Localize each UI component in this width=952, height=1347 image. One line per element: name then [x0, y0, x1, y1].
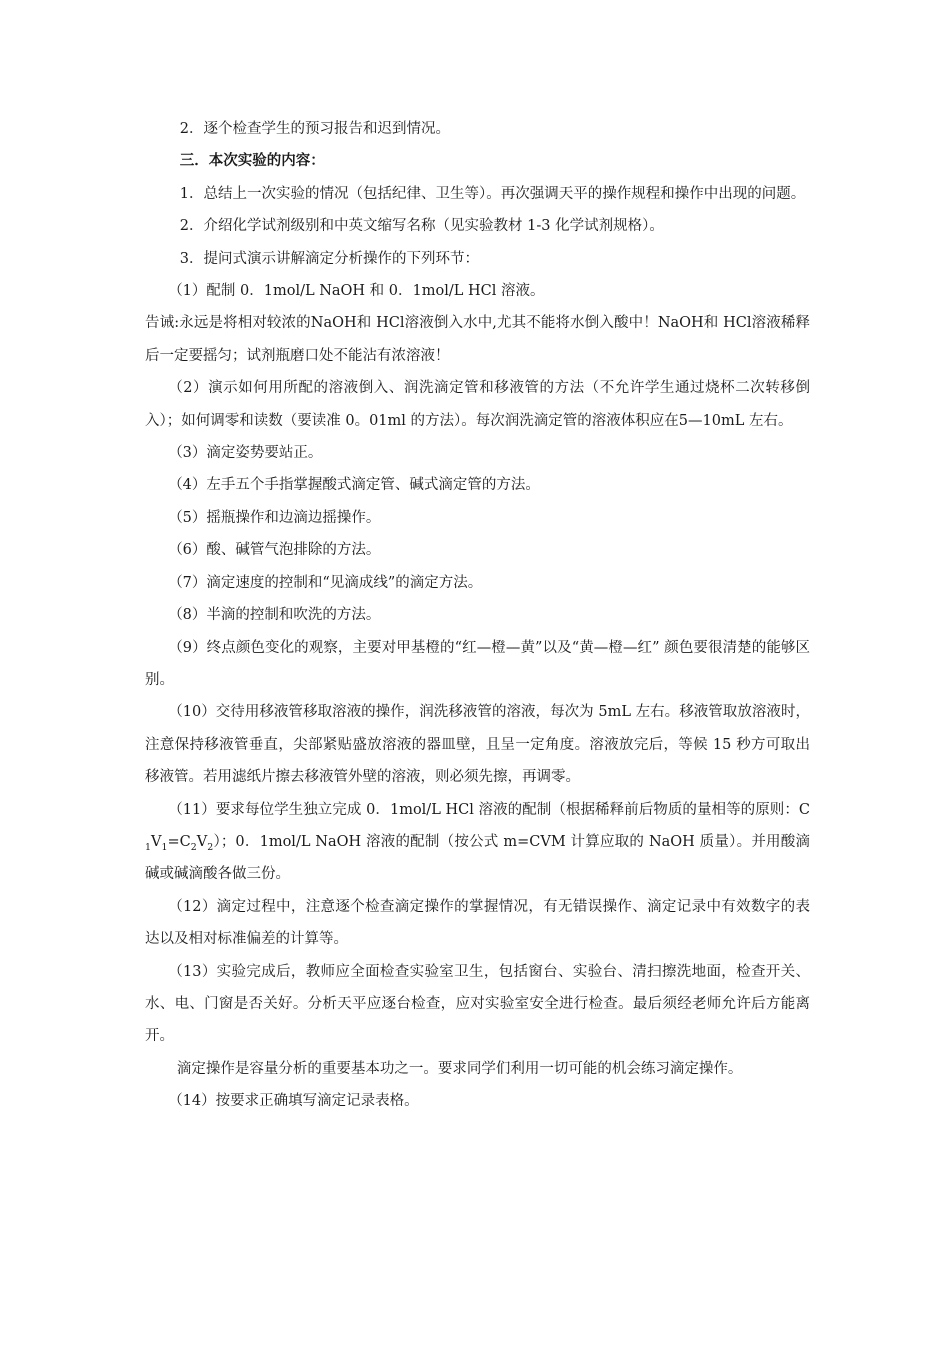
paragraph-practice: 滴定操作是容量分析的重要基本功之一。要求同学们利用一切可能的机会练习滴定操作。	[176, 1060, 743, 1077]
paragraph-reagent-grades: 2．介绍化学试剂级别和中英文缩写名称（见实验教材 1-3 化学试剂规格）。	[179, 218, 664, 235]
item-11-text-b: V	[151, 833, 162, 850]
item-5-swirl: （5）摇瓶操作和边滴边摇操作。	[168, 509, 381, 526]
item-8-half-drop: （8）半滴的控制和吹洗的方法。	[168, 607, 381, 624]
paragraph-titration-demo: 3．提问式演示讲解滴定分析操作的下列环节：	[179, 250, 480, 267]
item-12-inspection: （12）滴定过程中，注意逐个检查滴定操作的掌握情况，有无错误操作、滴定记录中有效数字的表达以及相对标准偏差的计算等。	[145, 898, 810, 948]
item-11-text-e: ）；0．1mol/L NaOH 溶液的配制（按公式 m=CVM 计算应取的 NaOH 质量）。并用酸滴碱或碱滴酸各做三份。	[145, 833, 810, 883]
item-6-bubbles: （6）酸、碱管气泡排除的方法。	[168, 542, 381, 559]
item-14-record: （14）按要求正确填写滴定记录表格。	[168, 1093, 419, 1110]
item-11-sub-4: 2	[207, 841, 214, 853]
item-11-independent-prep	[145, 794, 810, 891]
item-11-text-d: V	[196, 833, 208, 850]
item-10-pipette: （10）交待用移液管移取溶液的操作，润洗移液管的溶液，每次为 5mL 左右。移液管取放溶液时，注意保持移液管垂直，尖部紧贴盛放溶液的器皿壁，且呈一定角度。溶液放完后，等候 15 秒方可取出移液管。若用滤纸片擦去移液管外壁的溶液，则必须先擦，再调零。	[145, 704, 810, 786]
item-9-endpoint: （9）终点颜色变化的观察，主要对甲基橙的“红—橙—黄”以及“黄—橙—红” 颜色要很清楚的能够区别。	[145, 639, 810, 688]
item-2-rinse-demo: （2）演示如何用所配的溶液倒入、润洗滴定管和移液管的方法（不允许学生通过烧杯二次转移倒入）；如何调零和读数（要读准 0。01ml 的方法）。每次润洗滴定管的溶液体积应在5—10mL 左右。	[145, 380, 810, 429]
warning-paragraph: 告诫:永远是将相对较浓的NaOH和 HCl溶液倒入水中,尤其不能将水倒入酸中！NaOH和 HCl溶液稀释后一定要摇匀；试剂瓶磨口处不能沾有浓溶液！	[145, 315, 810, 364]
item-1-solution-prep: （1）配制 0．1mol/L NaOH 和 0．1mol/L HCl 溶液。	[168, 283, 545, 300]
item-11-sub-3: 2	[190, 841, 197, 853]
item-11-sub-2: 1	[161, 841, 168, 853]
section-heading-content: 三．本次实验的内容：	[179, 152, 325, 170]
item-11-sub-1: 1	[145, 841, 151, 853]
item-13-cleanup: （13）实验完成后，教师应全面检查实验室卫生，包括窗台、实验台、清扫擦洗地面，检查开关、水、电、门窗是否关好。分析天平应逐台检查，应对实验室安全进行检查。最后须经老师允许后方能离开。	[145, 963, 810, 1045]
item-4-burette-grip: （4）左手五个手指掌握酸式滴定管、碱式滴定管的方法。	[168, 477, 540, 494]
paragraph-preview-check: 2．逐个检查学生的预习报告和迟到情况。	[179, 121, 451, 137]
document-page	[145, 113, 810, 1118]
item-11-text-a: （11）要求每位学生独立完成 0．1mol/L HCl 溶液的配制（根据稀释前后物质的量相等的原则：C	[168, 801, 810, 818]
item-3-posture: （3）滴定姿势要站正。	[168, 445, 323, 462]
item-11-text-c: =C	[167, 833, 191, 850]
item-7-speed: （7）滴定速度的控制和“见滴成线”的滴定方法。	[168, 574, 483, 591]
paragraph-summary: 1．总结上一次实验的情况（包括纪律、卫生等）。再次强调天平的操作规程和操作中出现的问题。	[179, 185, 806, 202]
